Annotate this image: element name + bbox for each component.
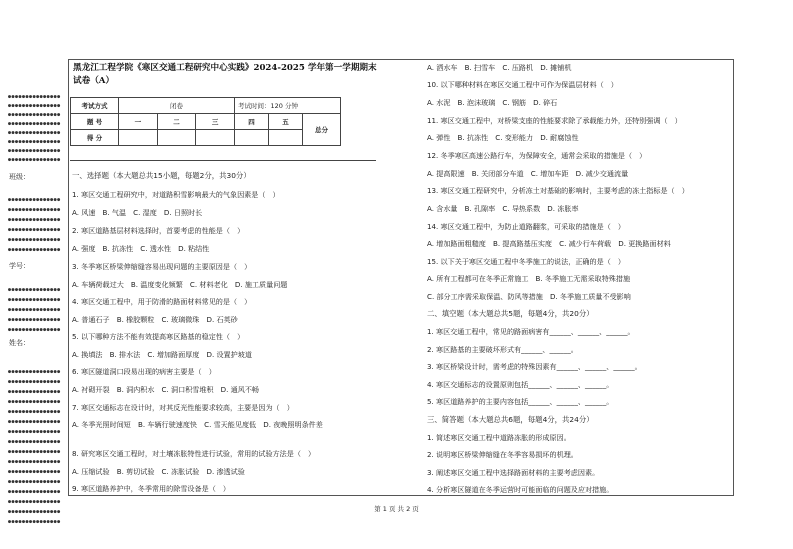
fill-item: 2. 寒区路基的主要破坏形式有______、______。 [427, 345, 578, 354]
binding-dots: ●●●●●●●●●●●●●●● [8, 479, 61, 485]
question-no-label: 题 号 [71, 114, 119, 130]
class-label: 班级： [9, 173, 30, 181]
options: A. 提高限速 B. 关闭部分车道 C. 增加车距 D. 减少交通流量 [427, 169, 629, 178]
fill-item: 5. 寒区道路养护的主要内容包括______、______、______。 [427, 397, 614, 406]
binding-dots: ●●●●●●●●●●●●●●● [8, 297, 61, 303]
binding-dots: ●●●●●●●●●●●●●●● [8, 449, 61, 455]
exam-title: 黑龙江工程学院《寒区交通工程研究中心实践》2024-2025 学年第一学期期末试卷（A） [73, 63, 377, 86]
section3-heading: 三、简答题（本大题总共6题，每题4分，共24分） [427, 415, 594, 424]
binding-dots: ●●●●●●●●●●●●●●● [8, 130, 61, 136]
question: 5. 以下哪种方法不能有效提高寒区路基的稳定性（ ） [72, 332, 245, 341]
binding-dots: ●●●●●●●●●●●●●●● [8, 519, 61, 525]
binding-dots: ●●●●●●●●●●●●●●● [8, 379, 61, 385]
binding-dots: ●●●●●●●●●●●●●●● [8, 287, 61, 293]
page-footer: 第 1 页 共 2 页 [374, 505, 419, 513]
binding-dots: ●●●●●●●●●●●●●●● [8, 197, 61, 203]
binding-dots: ●●●●●●●●●●●●●●● [8, 217, 61, 223]
binding-dots: ●●●●●●●●●●●●●●● [8, 489, 61, 495]
exam-mode-value: 闭卷 [119, 98, 235, 114]
binding-dots: ●●●●●●●●●●●●●●● [8, 499, 61, 505]
binding-dots: ●●●●●●●●●●●●●●● [8, 121, 61, 127]
score-cell [269, 130, 303, 146]
exam-mode-label: 考试方式 [71, 98, 119, 114]
question: 15. 以下关于寒区交通工程中冬季施工的说法，正确的是（ ） [427, 257, 625, 266]
score-cell [119, 130, 158, 146]
question: 10. 以下哪种材料在寒区交通工程中可作为保温层材料（ ） [427, 80, 618, 89]
binding-dots: ●●●●●●●●●●●●●●● [8, 509, 61, 515]
question: 3. 冬季寒区桥梁伸缩缝容易出现问题的主要原因是（ ） [72, 262, 252, 271]
question: 9. 寒区道路养护中，冬季常用的除雪设备是（ ） [72, 484, 230, 493]
options: A. 压缩试验 B. 剪切试验 C. 冻胀试验 D. 渗透试验 [72, 467, 245, 476]
student-no-label: 学号： [9, 262, 30, 270]
binding-dots: ●●●●●●●●●●●●●●● [8, 327, 61, 333]
col-2: 二 [157, 114, 196, 130]
binding-dots: ●●●●●●●●●●●●●●● [8, 389, 61, 395]
options: A. 含水量 B. 孔隙率 C. 导热系数 D. 冻胀率 [427, 204, 579, 213]
options: A. 普通石子 B. 橡胶颗粒 C. 玻璃微珠 D. 石英砂 [72, 315, 238, 324]
binding-dots: ●●●●●●●●●●●●●●● [8, 459, 61, 465]
question: 7. 寒区交通标志在设计时，对其反光性能要求较高，主要是因为（ ） [72, 403, 294, 412]
question: 14. 寒区交通工程中，为防止道路翻浆，可采取的措施是（ ） [427, 222, 625, 231]
binding-dots: ●●●●●●●●●●●●●●● [8, 157, 61, 163]
score-cell [196, 130, 235, 146]
binding-dots: ●●●●●●●●●●●●●●● [8, 369, 61, 375]
binding-dots: ●●●●●●●●●●●●●●● [8, 469, 61, 475]
section2-heading: 二、填空题（本大题总共5题，每题4分，共20分） [427, 309, 594, 318]
question: 8. 研究寒区交通工程时，对土壤冻胀特性进行试验，常用的试验方法是（ ） [72, 449, 316, 458]
options: A. 弹性 B. 抗冻性 C. 变形能力 D. 耐腐蚀性 [427, 133, 579, 142]
total-label: 总分 [303, 114, 341, 146]
short-answer-item: 2. 说明寒区桥梁伸缩缝在冬季容易损坏的机理。 [427, 450, 578, 459]
binding-dots: ●●●●●●●●●●●●●●● [8, 419, 61, 425]
question: 2. 寒区道路基层材料选择时，首要考虑的性能是（ ） [72, 226, 245, 235]
options: A. 洒水车 B. 扫雪车 C. 压路机 D. 摊铺机 [427, 63, 572, 72]
binding-dots: ●●●●●●●●●●●●●●● [8, 94, 61, 100]
short-answer-item: 1. 简述寒区交通工程中道路冻胀的形成原因。 [427, 433, 571, 442]
options: A. 水泥 B. 泡沫玻璃 C. 钢筋 D. 碎石 [427, 98, 558, 107]
binding-dots: ●●●●●●●●●●●●●●● [8, 207, 61, 213]
question: 13. 寒区交通工程研究中，分析冻土对基础的影响时，主要考虑的冻土指标是（ ） [427, 186, 689, 195]
binding-dots: ●●●●●●●●●●●●●●● [8, 409, 61, 415]
binding-dots: ●●●●●●●●●●●●●●● [8, 103, 61, 109]
binding-dots: ●●●●●●●●●●●●●●● [8, 148, 61, 154]
divider [70, 160, 376, 161]
question: 6. 寒区隧道洞口段易出现的病害主要是（ ） [72, 367, 216, 376]
short-answer-item: 3. 阐述寒区交通工程中选择路面材料的主要考虑因素。 [427, 468, 600, 477]
fill-item: 4. 寒区交通标志的设置原则包括______、______、______。 [427, 380, 614, 389]
binding-dots: ●●●●●●●●●●●●●●● [8, 307, 61, 313]
binding-dots: ●●●●●●●●●●●●●●● [8, 439, 61, 445]
col-4: 四 [235, 114, 269, 130]
binding-dots: ●●●●●●●●●●●●●●● [8, 139, 61, 145]
binding-dots: ●●●●●●●●●●●●●●● [8, 227, 61, 233]
binding-dots: ●●●●●●●●●●●●●●● [8, 237, 61, 243]
short-answer-item: 4. 分析寒区隧道在冬季运营时可能面临的问题及应对措施。 [427, 485, 614, 494]
binding-dots: ●●●●●●●●●●●●●●● [8, 429, 61, 435]
binding-dots: ●●●●●●●●●●●●●●● [8, 247, 61, 253]
options: A. 增加路面粗糙度 B. 提高路基压实度 C. 减少行车荷载 D. 更换路面材料 [427, 239, 671, 248]
section1-heading: 一、选择题（本大题总共15小题，每题2分，共30分） [72, 171, 251, 180]
options: A. 衬砌开裂 B. 洞内积水 C. 洞口积雪堆积 D. 通风不畅 [72, 385, 260, 394]
options: A. 所有工程都可在冬季正常施工 B. 冬季施工无需采取特殊措施 [427, 274, 631, 283]
score-label: 得 分 [71, 130, 119, 146]
options: C. 部分工序需采取保温、防风等措施 D. 冬季施工质量不受影响 [427, 292, 631, 301]
score-cell [157, 130, 196, 146]
fill-item: 3. 寒区桥梁设计时，需考虑的特殊因素有______、______、______。 [427, 362, 642, 371]
score-cell [235, 130, 269, 146]
score-table [70, 97, 341, 146]
question: 1. 寒区交通工程研究中，对道路积雪影响最大的气象因素是（ ） [72, 190, 280, 199]
question: 11. 寒区交通工程中，对桥梁支座的性能要求除了承载能力外，还特别强调（ ） [427, 116, 682, 125]
col-1: 一 [119, 114, 158, 130]
exam-duration: 考试时间：120 分钟 [235, 98, 341, 114]
binding-dots: ●●●●●●●●●●●●●●● [8, 112, 61, 118]
binding-dots: ●●●●●●●●●●●●●●● [8, 317, 61, 323]
fill-item: 1. 寒区交通工程中，常见的路面病害有______、______、______。 [427, 327, 635, 336]
options: A. 车辆荷载过大 B. 温度变化频繁 C. 材料老化 D. 施工质量问题 [72, 280, 288, 289]
binding-dots: ●●●●●●●●●●●●●●● [8, 399, 61, 405]
question: 4. 寒区交通工程中，用于防滑的路面材料常见的是（ ） [72, 297, 252, 306]
name-label: 姓名： [9, 339, 30, 347]
col-5: 五 [269, 114, 303, 130]
col-3: 三 [196, 114, 235, 130]
options: A. 强度 B. 抗冻性 C. 透水性 D. 粘结性 [72, 244, 210, 253]
question: 12. 冬季寒区高速公路行车，为保障安全，通常会采取的措施是（ ） [427, 151, 647, 160]
options: A. 换填法 B. 排水法 C. 增加路面厚度 D. 设置护坡道 [72, 350, 252, 359]
options: A. 冬季光照时间短 B. 车辆行驶速度快 C. 雪天能见度低 D. 夜晚照明条件差 [72, 420, 323, 429]
options: A. 风速 B. 气温 C. 湿度 D. 日照时长 [72, 208, 203, 217]
